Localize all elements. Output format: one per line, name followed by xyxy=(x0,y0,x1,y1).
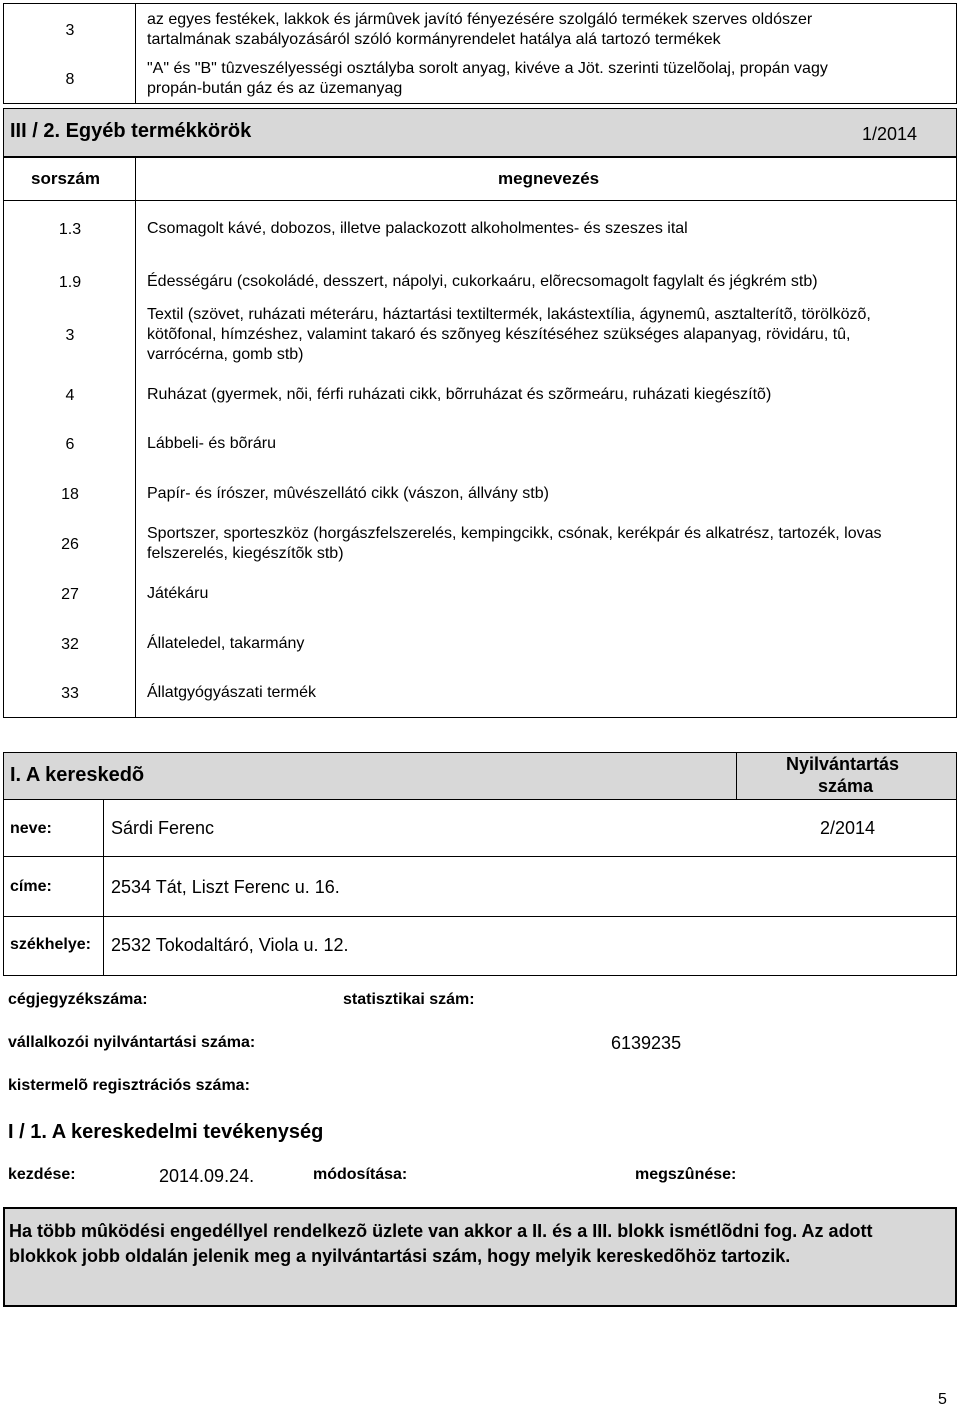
col-header-megnevezes: megnevezés xyxy=(498,169,600,188)
merchant-name: Sárdi Ferenc xyxy=(111,818,215,838)
company-reg-label: cégjegyzékszáma: xyxy=(8,991,148,1008)
category-text: Állatgyógyászati termék xyxy=(147,684,316,701)
end-label: megszûnése: xyxy=(635,1166,737,1183)
category-code: 1.3 xyxy=(58,221,82,238)
col-header-sorszam: sorszám xyxy=(31,169,100,188)
category-code: 18 xyxy=(61,486,79,503)
label-divider xyxy=(103,799,104,976)
merchant-seat: 2532 Tokodaltáró, Viola u. 12. xyxy=(111,935,349,955)
category-text: Ruházat (gyermek, nõi, férfi ruházati cikk, bõrruházat és szõrmeáru, ruházati kiegészítõ) xyxy=(147,386,772,403)
start-value: 2014.09.24. xyxy=(159,1166,255,1186)
top-row-text: "A" és "B" tûzveszélyességi osztályba sorolt anyag, kivéve a Jöt. szerinti tüzelõolaj, propán vagy propán-bután gáz és az üzemanyag xyxy=(147,60,828,97)
reg-header-line1: Nyilvántartás xyxy=(786,754,900,774)
stat-number-label: statisztikai szám: xyxy=(343,991,475,1008)
producer-reg-label: kistermelõ regisztrációs száma: xyxy=(8,1077,250,1094)
section-title: III / 2. Egyéb termékkörök xyxy=(10,120,252,142)
category-text: Sportszer, sporteszköz (horgászfelszerelés, kempingcikk, csónak, kerékpár és alkatrész, tartozék, lovas felszerelés, kiegészítõk stb) xyxy=(147,525,882,562)
seat-label: székhelye: xyxy=(10,936,91,953)
address-label: címe: xyxy=(10,878,52,895)
row-separator xyxy=(3,856,957,857)
name-label: neve: xyxy=(10,820,52,837)
category-code: 32 xyxy=(61,636,79,653)
row-separator xyxy=(3,799,957,800)
top-row-text: az egyes festékek, lakkok és jármûvek javító fényezésére szolgáló termékek szerves oldószer tartalmának szabályozásáról szóló kormányrendelet hatálya alá tartozó termékek xyxy=(147,11,813,48)
modify-label: módosítása: xyxy=(313,1166,408,1183)
note-text: Ha több mûködési engedéllyel rendelkezõ üzlete van akkor a II. és a III. blokk ismétlõdni fog. Az adott blokkok jobb oldalán jelenik meg a nyilvántartási szám, hogy melyik kereskedõhöz tartozik. xyxy=(9,1221,873,1266)
category-code: 6 xyxy=(65,436,75,453)
section-date: 1/2014 xyxy=(862,124,918,144)
category-text: Papír- és írószer, mûvészellátó cikk (vászon, állvány stb) xyxy=(147,485,549,502)
merchant-header-divider xyxy=(736,752,737,799)
row-separator xyxy=(3,916,957,917)
merchant-address: 2534 Tát, Liszt Ferenc u. 16. xyxy=(111,877,340,897)
category-text: Játékáru xyxy=(147,585,209,602)
entrepreneur-reg-value: 6139235 xyxy=(611,1033,682,1053)
category-code: 1.9 xyxy=(58,274,82,291)
top-row-code: 8 xyxy=(65,71,75,88)
category-text: Csomagolt kávé, dobozos, illetve palackozott alkoholmentes- és szeszes ital xyxy=(147,220,688,237)
category-code: 4 xyxy=(65,387,75,404)
category-text: Édességáru (csokoládé, desszert, nápolyi, cukorkaáru, elõrecsomagolt fagylalt és jégkrém stb) xyxy=(147,273,818,290)
merchant-title: I. A kereskedõ xyxy=(10,764,145,786)
category-code: 26 xyxy=(61,536,79,553)
category-text: Lábbeli- és bõráru xyxy=(147,435,276,452)
start-label: kezdése: xyxy=(8,1166,76,1183)
category-table-divider xyxy=(135,157,136,718)
reg-header-line2: száma xyxy=(818,776,874,796)
category-code: 33 xyxy=(61,685,79,702)
top-row-code: 3 xyxy=(65,22,75,39)
row-separator xyxy=(3,200,957,201)
page-number: 5 xyxy=(938,1391,947,1408)
category-code: 27 xyxy=(61,586,79,603)
entrepreneur-reg-label: vállalkozói nyilvántartási száma: xyxy=(8,1034,256,1051)
activity-title: I / 1. A kereskedelmi tevékenység xyxy=(8,1121,324,1143)
category-text: Állateledel, takarmány xyxy=(147,635,305,652)
category-code: 3 xyxy=(65,327,75,344)
top-table-divider xyxy=(135,3,136,104)
reg-number: 2/2014 xyxy=(820,818,876,838)
category-text: Textil (szövet, ruházati méteráru, háztartási textiltermék, lakástextília, ágynemû, asztalterítõ, törölközõ, kötõfonal, hímzéshez, valamint takaró és szõnyeg készítéséhez szükséges alapanyag, rövidáru, tû, varrócérna, gomb stb) xyxy=(147,306,871,363)
